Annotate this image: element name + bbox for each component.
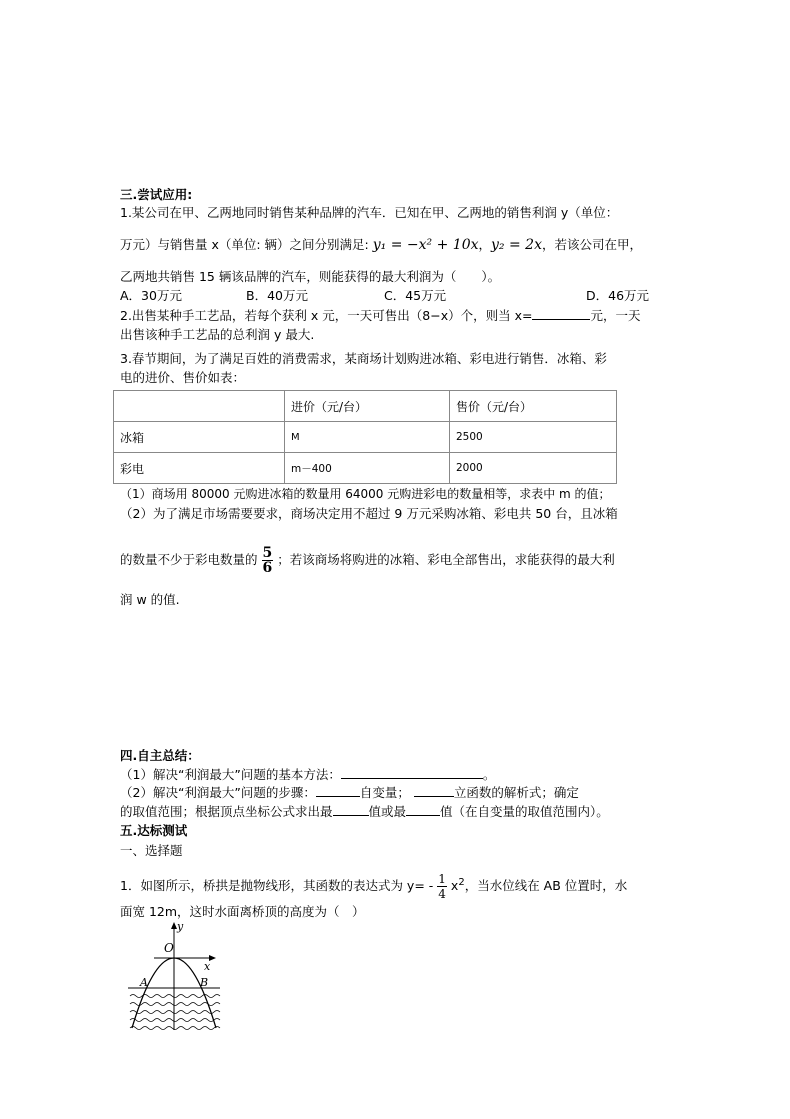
summary-blank-2 [414, 784, 454, 797]
q1-option-b: B．40万元 [246, 288, 308, 303]
q2-line1-text: 2.出售某种手工艺品，若每个获利 x 元，一天可售出（8−x）个，则当 x= [120, 308, 533, 323]
summary-blank-method [341, 766, 483, 779]
q1-option-c: C．45万元 [384, 288, 447, 303]
table-cell: 冰箱 [114, 422, 285, 453]
table-header-row [114, 391, 617, 422]
summary-line1-text: （1）解决“利润最大”问题的基本方法： [120, 767, 341, 782]
summary-blank-4 [406, 803, 440, 816]
table-header-cell [114, 391, 285, 422]
q1-option-a: A．30万元 [120, 288, 182, 303]
q3-part2-line3: 润 w 的值. [120, 592, 180, 607]
summary-blank-1 [316, 784, 360, 797]
table-row [114, 422, 617, 453]
q3-part2: （2）为了满足市场需要要求，商场决定用不超过 9 万元采购冰箱、彩电共 50 台，且冰箱 [120, 506, 618, 521]
table-header-cell: 进价（元/台） [285, 391, 450, 422]
table-cell: 彩电 [114, 453, 285, 484]
q1-equation-1: y₁ = −x² + 10x [372, 237, 479, 253]
q3-part2-text: 的数量不少于彩电数量的 [120, 552, 258, 567]
table-cell: 2000 [450, 453, 617, 484]
test-q1-tail: ，当水位线在 AB 位置时，水 [464, 878, 628, 894]
section5-heading: 五.达标测试 [120, 823, 188, 838]
fig-label-a: A [140, 976, 148, 989]
table-cell: 2500 [450, 422, 617, 453]
summary-line1 [120, 766, 495, 784]
q1-option-d: D．46万元 [586, 288, 650, 303]
summary-blank-3 [333, 803, 369, 816]
summary-line2-tail: 立函数的解析式；确定 [453, 785, 579, 800]
test-q1-text: 1．如图所示，桥拱是抛物线形，其函数的表达式为 y= - [120, 878, 434, 894]
summary-line2 [120, 784, 579, 802]
summary-line2-text: （2）解决“利润最大”问题的步骤： [120, 785, 316, 800]
table-cell: m－400 [285, 453, 450, 484]
test-q1-line1 [120, 866, 627, 903]
summary-line3-text: 的取值范围；根据顶点坐标公式求出最 [120, 804, 333, 819]
table-header-cell: 售价（元/台） [450, 391, 617, 422]
fraction-one-quarter [437, 872, 447, 901]
q2-line1-tail: 元，一天 [590, 308, 641, 323]
test-q1-x: x [450, 878, 459, 894]
fig-label-origin: O [164, 941, 174, 955]
fraction-numerator: 5 [262, 545, 273, 561]
fig-label-y: y [177, 920, 184, 933]
summary-line3 [120, 803, 609, 821]
table-cell: M [285, 422, 450, 453]
q1-line2-text: 万元）与销售量 x（单位: 辆）之间分别满足: [120, 237, 369, 252]
q3-part2-tail: ；若该商场将购进的冰箱、彩电全部售出，求能获得的最大利 [277, 552, 615, 567]
q1-line3: 乙两地共销售 15 辆该品牌的汽车，则能获得的最大利润为（ ）。 [120, 269, 501, 284]
q1-line1: 1.某公司在甲、乙两地同时销售某种品牌的汽车．已知在甲、乙两地的销售利润 y（单位： [120, 205, 619, 220]
q3-part1: （1）商场用 80000 元购进冰箱的数量用 64000 元购进彩电的数量相等，求表中 m 的值； [120, 487, 611, 501]
section5-subheading: 一、选择题 [120, 843, 183, 858]
q3-line2: 电的进价、售价如表： [120, 370, 246, 385]
section3-heading: 三.尝试应用: [120, 187, 193, 202]
table-row [114, 453, 617, 484]
bridge-arch-figure [126, 920, 222, 1032]
q2-line2: 出售该种手工艺品的总利润 y 最大. [120, 327, 315, 342]
q3-line1: 3.春节期间，为了满足百姓的消费需求，某商场计划购进冰箱、彩电进行销售．冰箱、彩 [120, 351, 607, 366]
fig-label-b: B [200, 976, 209, 989]
fraction-denominator: 4 [438, 887, 446, 902]
summary-line3-tail: 值（在自变量的取值范围内）。 [440, 804, 609, 819]
q1-equation-2: y₂ = 2x [491, 237, 542, 253]
summary-line2-mid: 自变量； [359, 785, 410, 800]
fig-label-x: x [204, 960, 211, 973]
summary-line3-mid: 值或最 [368, 804, 407, 819]
fraction-five-sixths [262, 546, 274, 575]
q3-part2-line2 [120, 540, 615, 580]
section4-heading: 四.自主总结： [120, 748, 200, 763]
q2-line1 [120, 307, 640, 325]
q1-comma: ， [478, 237, 492, 252]
price-table [113, 390, 617, 484]
q1-line2-tail: ，若该公司在甲， [541, 237, 642, 252]
fraction-denominator: 6 [262, 560, 273, 576]
test-q1-exponent: 2 [458, 877, 465, 888]
summary-line1-end: 。 [482, 767, 496, 782]
fraction-numerator: 1 [438, 872, 446, 887]
test-q1-line2: 面宽 12m，这时水面离桥顶的高度为（ ） [120, 904, 365, 919]
q2-answer-blank [532, 307, 590, 320]
q1-line2 [120, 236, 642, 254]
